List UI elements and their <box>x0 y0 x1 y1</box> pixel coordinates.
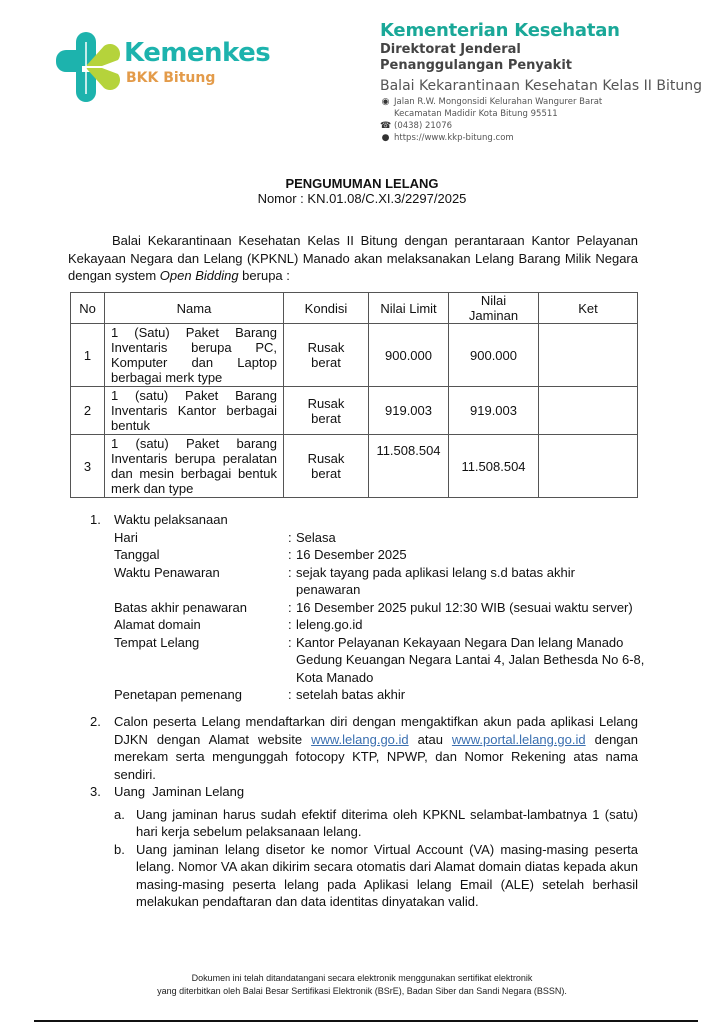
cell-nilai-limit: 919.003 <box>369 387 449 435</box>
logo-title: Kemenkes <box>124 38 271 68</box>
sub-item-letter: b. <box>114 841 125 857</box>
kondisi-line2: berat <box>311 410 341 426</box>
detail-row: Tanggal : 16 Desember 2025 <box>114 547 407 562</box>
detail-value: sejak tayang pada aplikasi lelang s.d batas akhir penawaran <box>296 564 575 597</box>
cell-nama: 1 (Satu) Paket Barang Inventaris berupa PC, Komputer dan Laptop berbagai merk type <box>105 324 284 387</box>
website-url[interactable]: https://www.kkp-bitung.com <box>394 133 514 143</box>
detail-value: setelah batas akhir <box>296 687 406 702</box>
detail-key: Tanggal <box>114 547 160 562</box>
header-nilai-limit: Nilai Limit <box>369 293 449 324</box>
detail-row: Tempat Lelang : Kantor Pelayanan Kekayaan Negara Dan lelang Manado Gedung Keuangan Negara Lantai 4, Jalan Bethesda No 6-8, Kota Manado <box>114 634 645 685</box>
intro-text-2: berupa : <box>238 268 290 283</box>
cell-no: 2 <box>71 387 105 435</box>
section-number: 1. <box>90 512 101 527</box>
intro-text-1: Balai Kekarantinaan Kesehatan Kelas II Bitung dengan perantaraan Kantor Pelayanan Kekayaan Negara dan Lelang (KPKNL) Manado akan melaksanakan Lelang Barang Milik Negara dengan system <box>68 233 638 283</box>
directorate-line1: Direktorat Jenderal <box>380 42 521 57</box>
kondisi-line1: Rusak <box>307 395 345 411</box>
footer-line2: yang diterbitkan oleh Balai Besar Sertifikasi Elektronik (BSrE), Badan Siber dan Sandi Negara (BSSN). <box>157 986 567 996</box>
table-row <box>71 387 638 435</box>
cell-ket <box>539 387 638 435</box>
section-text-3: dengan merekam serta mengunggah fotocopy KTP, NPWP, dan Nomor Rekening atas nama sendiri. <box>114 731 638 782</box>
detail-row: Batas akhir penawaran : 16 Desember 2025 pukul 12:30 WIB (sesuai waktu server) <box>114 599 633 615</box>
phone-icon: ☎ <box>380 121 392 131</box>
detail-value: 16 Desember 2025 pukul 12:30 WIB (sesuai waktu server) <box>296 599 633 615</box>
detail-key: Waktu Penawaran <box>114 564 220 580</box>
address-row-2 <box>380 108 710 120</box>
footer-divider <box>34 1020 698 1022</box>
sub-item-letter: a. <box>114 806 125 822</box>
address-line2: Kecamatan Madidir Kota Bitung 95511 <box>394 109 558 119</box>
office-name: Balai Kekarantinaan Kesehatan Kelas II Bitung <box>380 78 702 94</box>
detail-row: Penetapan pemenang : setelah batas akhir <box>114 687 406 702</box>
section-number: 2. <box>90 714 101 729</box>
directorate-line2: Penanggulangan Penyakit <box>380 58 572 73</box>
cell-nama: 1 (satu) Paket barang Inventaris berupa peralatan dan mesin berbagai bentuk merk dan type <box>105 435 284 498</box>
header-ket: Ket <box>539 293 638 324</box>
kondisi-line1: Rusak <box>307 340 345 355</box>
detail-row: Hari : Selasa <box>114 529 336 545</box>
location-pin-icon: ◉ <box>381 97 390 107</box>
kondisi-line2: berat <box>311 466 341 481</box>
section-number: 3. <box>90 784 101 799</box>
address-row <box>380 96 710 108</box>
cell-nilai-jaminan: 919.003 <box>449 387 539 435</box>
detail-key: Batas akhir penawaran <box>114 599 247 615</box>
detail-row: Alamat domain : leleng.go.id <box>114 617 363 632</box>
section-uang-jaminan <box>92 783 638 911</box>
document-heading <box>0 176 724 207</box>
cell-nama: 1 (satu) Paket Barang Inventaris Kantor berbagai bentuk <box>105 387 284 435</box>
cell-nilai-jaminan: 900.000 <box>449 324 539 387</box>
cell-ket <box>539 324 638 387</box>
table-row <box>71 435 638 498</box>
cell-no: 3 <box>71 435 105 498</box>
table-row <box>71 324 638 387</box>
kemenkes-logo-icon <box>52 32 122 102</box>
section-text-1: Calon peserta Lelang mendaftarkan diri dengan mengaktifkan akun pada aplikasi Lelang DJKN dengan Alamat website <box>114 714 638 747</box>
sub-item-text: Uang jaminan lelang disetor ke nomor Virtual Account (VA) masing-masing peserta lelang. Nomor VA akan dikirim secara otomatis dari Alamat domain diatas kepada akun masing-masing peserta lelang pada Aplikasi lelang Email (ALE) setelah berhasil melakukan pendaftaran dan data identitas dinyatakan valid. <box>136 841 638 909</box>
table-header-row <box>71 293 638 324</box>
organization-header <box>380 20 710 144</box>
cell-ket <box>539 435 638 498</box>
sub-item-text: Uang jaminan harus sudah efektif diterima oleh KPKNL selambat-lambatnya 1 (satu) hari kerja sebelum pelaksanaan lelang. <box>136 806 638 839</box>
detail-key: Alamat domain <box>114 617 201 632</box>
address-line1: Jalan R.W. Mongonsidi Kelurahan Wangurer Barat <box>394 97 603 107</box>
link-lelang[interactable]: www.lelang.go.id <box>311 731 409 747</box>
phone-row <box>380 120 710 132</box>
detail-row: Waktu Penawaran : sejak tayang pada aplikasi lelang s.d batas akhir penawaran <box>114 564 638 599</box>
detail-value: Kantor Pelayanan Kekayaan Negara Dan lelang Manado Gedung Keuangan Negara Lantai 4, Jalan Bethesda No 6-8, Kota Manado <box>296 634 645 685</box>
header-nama: Nama <box>105 293 284 324</box>
link-portal-lelang[interactable]: www.portal.lelang.go.id <box>451 731 586 747</box>
footer-line1: Dokumen ini telah ditandatangani secara elektronik menggunakan sertifikat elektronik <box>191 973 533 983</box>
sub-item <box>114 841 638 911</box>
cell-kondisi <box>284 324 369 387</box>
cell-no: 1 <box>71 324 105 387</box>
document-number: Nomor : KN.01.08/C.XI.3/2297/2025 <box>257 191 467 206</box>
detail-value: 16 Desember 2025 <box>296 547 407 562</box>
cell-nilai-jaminan: 11.508.504 <box>449 435 539 498</box>
globe-icon: ● <box>381 133 390 143</box>
detail-key: Tempat Lelang <box>114 634 200 650</box>
kondisi-line1: Rusak <box>307 451 345 466</box>
logo-wordmark <box>124 38 270 86</box>
section-pendaftaran <box>92 713 638 783</box>
phone-number: (0438) 21076 <box>394 121 453 131</box>
detail-key: Hari <box>114 529 138 545</box>
section-waktu-pelaksanaan <box>90 511 645 704</box>
intro-paragraph <box>68 232 638 285</box>
cell-nilai-limit: 11.508.504 <box>369 435 449 498</box>
sub-item <box>114 806 638 841</box>
cell-nilai-limit: 900.000 <box>369 324 449 387</box>
electronic-signature-note <box>0 972 724 998</box>
section-title: Uang Jaminan Lelang <box>114 784 245 799</box>
website-row <box>380 132 710 144</box>
cell-kondisi <box>284 435 369 498</box>
logo-subtitle: BKK Bitung <box>126 70 216 86</box>
section-title: Waktu pelaksanaan <box>114 512 228 527</box>
detail-value: Selasa <box>296 529 336 545</box>
org-title: Kementerian Kesehatan <box>380 20 620 41</box>
detail-value: leleng.go.id <box>296 617 363 632</box>
cell-kondisi <box>284 387 369 435</box>
intro-italic: Open Bidding <box>159 268 239 283</box>
kondisi-line2: berat <box>311 355 341 370</box>
detail-key: Penetapan pemenang <box>114 687 242 702</box>
header-nilai-jaminan: Nilai Jaminan <box>449 293 539 324</box>
header-kondisi: Kondisi <box>284 293 369 324</box>
document-title: PENGUMUMAN LELANG <box>285 176 439 191</box>
section-text-2: atau <box>408 731 452 747</box>
header-no: No <box>71 293 105 324</box>
auction-items-table <box>70 292 638 498</box>
